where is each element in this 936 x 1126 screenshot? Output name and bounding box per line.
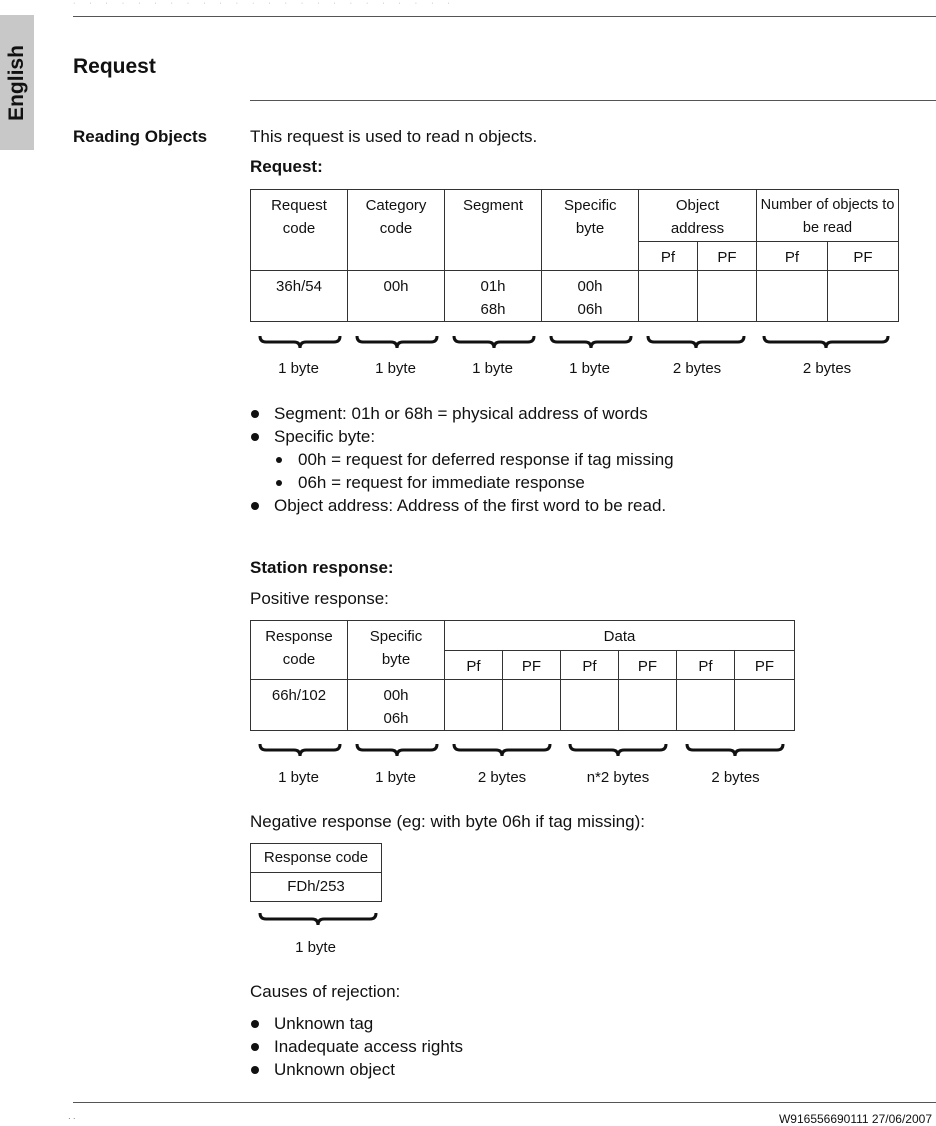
size-label: 1 byte	[295, 939, 336, 956]
causes-list	[250, 1012, 463, 1081]
request-code-header: Request code	[251, 190, 348, 271]
category-code-header: Category code	[348, 190, 445, 271]
specific-byte-value: 00h 06h	[542, 271, 639, 322]
negative-response-table	[250, 843, 382, 902]
section-rule	[250, 100, 936, 101]
list-item: 00h = request for deferred response if tag missing	[250, 448, 674, 471]
object-address-header: Object address	[639, 190, 757, 242]
brace	[452, 334, 536, 350]
footer-page-marker: · ·	[68, 1114, 76, 1123]
brace	[258, 742, 342, 758]
station-response-label: Station response:	[250, 558, 394, 577]
pf-subheader: Pf	[445, 651, 503, 680]
table-cell	[445, 680, 503, 731]
size-label: n*2 bytes	[586, 769, 650, 786]
size-label: 2 bytes	[477, 769, 527, 786]
response-code-value: FDh/253	[251, 873, 382, 902]
list-item: Object address: Address of the first word to be read.	[250, 494, 674, 517]
language-tab-label: English	[5, 44, 28, 121]
segment-value: 01h 68h	[445, 271, 542, 322]
footer-rule	[73, 1102, 936, 1103]
table-cell	[561, 680, 619, 731]
brace	[685, 742, 785, 758]
size-label: 2 bytes	[711, 769, 760, 786]
pf-subheader: Pf	[639, 242, 698, 271]
size-label: 1 byte	[375, 769, 416, 786]
brace	[258, 334, 342, 350]
pf-subheader: PF	[503, 651, 561, 680]
number-of-objects-header: Number of objects to be read	[757, 190, 899, 242]
positive-response-table	[250, 620, 795, 731]
top-rule	[73, 16, 936, 17]
pf-subheader: Pf	[757, 242, 828, 271]
size-label: 1 byte	[375, 360, 416, 377]
response-code-header: Response code	[251, 621, 348, 680]
list-item: Unknown object	[250, 1058, 463, 1081]
footer-doc-id: W916556690111 27/06/2007	[778, 1112, 932, 1126]
negative-response-label: Negative response (eg: with byte 06h if tag missing):	[250, 812, 645, 831]
list-item: Inadequate access rights	[250, 1035, 463, 1058]
header-dots: · · · · · · · · · · · · · · · · · · · · · · · ·	[73, 0, 456, 7]
category-code-value: 00h	[348, 271, 445, 322]
response-code-header: Response code	[251, 844, 382, 873]
table-cell	[639, 271, 698, 322]
size-label: 2 bytes	[802, 360, 852, 377]
brace	[568, 742, 668, 758]
size-label: 1 byte	[569, 360, 610, 377]
data-header: Data	[445, 621, 795, 651]
size-label: 1 byte	[472, 360, 513, 377]
list-item: Unknown tag	[250, 1012, 463, 1035]
brace	[762, 334, 890, 350]
pf-subheader: PF	[828, 242, 899, 271]
pf-subheader: PF	[698, 242, 757, 271]
positive-response-label: Positive response:	[250, 589, 389, 608]
size-label: 2 bytes	[672, 360, 722, 377]
specific-byte-header: Specific byte	[348, 621, 445, 680]
pf-subheader: PF	[735, 651, 795, 680]
list-item: Segment: 01h or 68h = physical address of words	[250, 402, 674, 425]
table-cell	[677, 680, 735, 731]
brace	[646, 334, 746, 350]
request-code-value: 36h/54	[251, 271, 348, 322]
brace	[355, 334, 439, 350]
table-cell	[828, 271, 899, 322]
brace	[355, 742, 439, 758]
table-cell	[619, 680, 677, 731]
language-tab	[0, 15, 34, 150]
brace	[452, 742, 552, 758]
request-table	[250, 189, 899, 322]
list-item: 06h = request for immediate response	[250, 471, 674, 494]
request-label: Request:	[250, 157, 323, 176]
pf-subheader: PF	[619, 651, 677, 680]
notes-list	[250, 402, 674, 517]
page-title: Request	[73, 55, 156, 78]
section-heading: Reading Objects	[73, 127, 208, 146]
table-cell	[503, 680, 561, 731]
intro-text: This request is used to read n objects.	[250, 127, 538, 146]
table-cell	[757, 271, 828, 322]
table-cell	[735, 680, 795, 731]
specific-byte-value: 00h 06h	[348, 680, 445, 731]
pf-subheader: Pf	[677, 651, 735, 680]
table-cell	[698, 271, 757, 322]
list-item: Specific byte:	[250, 425, 674, 448]
brace	[258, 911, 378, 927]
segment-header: Segment	[445, 190, 542, 271]
response-code-value: 66h/102	[251, 680, 348, 731]
brace	[549, 334, 633, 350]
pf-subheader: Pf	[561, 651, 619, 680]
size-label: 1 byte	[278, 360, 319, 377]
specific-byte-header: Specific byte	[542, 190, 639, 271]
size-label: 1 byte	[278, 769, 319, 786]
causes-label: Causes of rejection:	[250, 982, 401, 1001]
